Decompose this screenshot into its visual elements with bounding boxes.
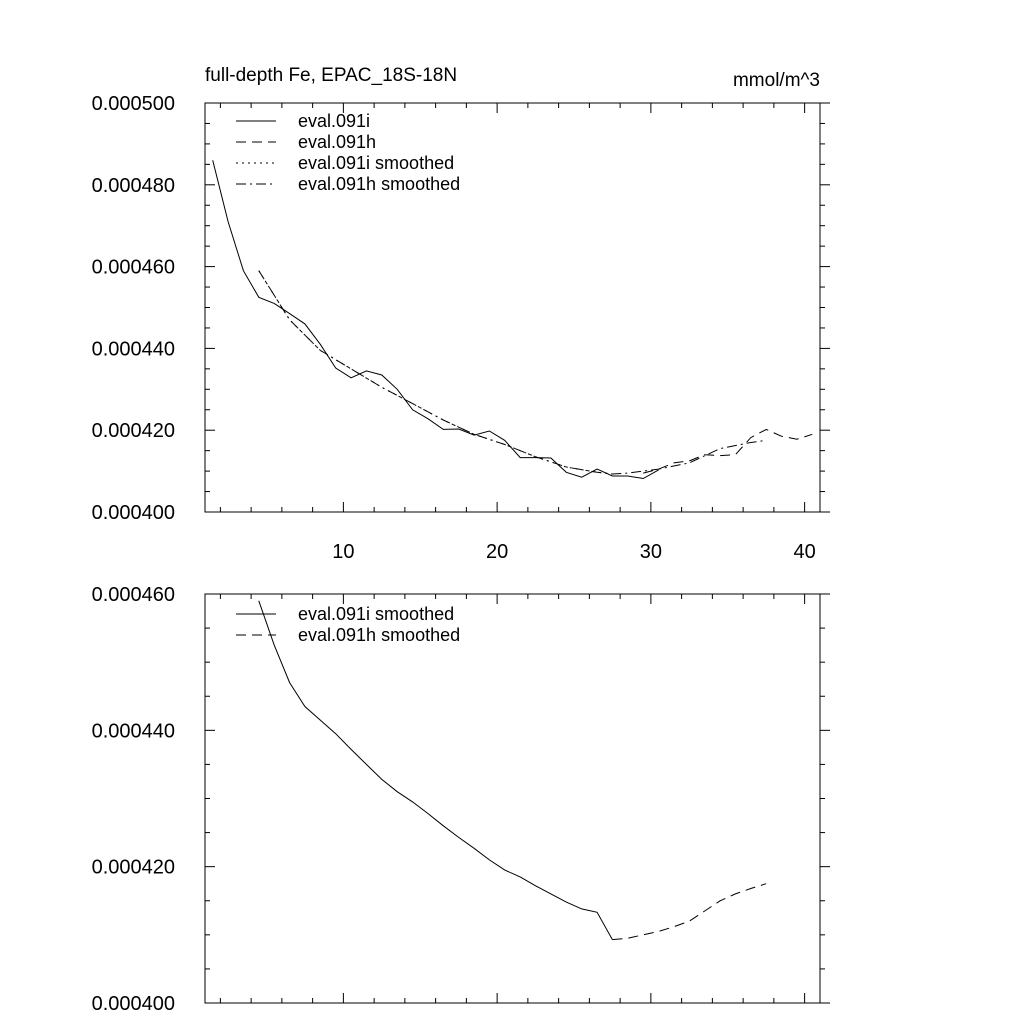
series-line-4: [259, 271, 766, 474]
y-tick-label: 0.000440: [91, 720, 175, 743]
y-tick-label: 0.000400: [91, 502, 175, 524]
chart-title: full-depth Fe, EPAC_18S-18N: [205, 65, 458, 86]
y-tick-label: 0.000400: [91, 993, 175, 1015]
series-line-1: [213, 160, 659, 478]
units-label: mmol/m^3: [732, 70, 820, 91]
legend-label: eval.091h: [298, 132, 377, 152]
bottom-panel: [92, 584, 830, 1015]
series-line-3: [259, 271, 613, 474]
y-tick-label: 0.000460: [91, 256, 175, 279]
x-tick-label: 20: [486, 541, 509, 563]
legend-label: eval.091i smoothed: [298, 604, 455, 624]
legend-label: eval.091i smoothed: [298, 153, 455, 173]
legend-label: eval.091i: [298, 111, 371, 131]
y-tick-label: 0.000440: [91, 338, 175, 361]
plot-frame-bottom: [205, 594, 820, 1003]
x-tick-label: 10: [332, 541, 355, 563]
y-tick-label: 0.000500: [91, 93, 175, 115]
series-line-1: [259, 601, 613, 940]
series-line-2: [612, 884, 766, 940]
legend-label: eval.091h smoothed: [298, 174, 461, 194]
y-tick-label: 0.000420: [91, 420, 175, 443]
legend-label: eval.091h smoothed: [298, 625, 461, 645]
top-panel: [92, 65, 830, 563]
y-tick-label: 0.000460: [91, 584, 175, 606]
y-tick-label: 0.000480: [91, 174, 175, 197]
y-tick-label: 0.000420: [91, 856, 175, 879]
series-line-2: [643, 429, 812, 473]
x-tick-label: 40: [793, 541, 816, 563]
x-tick-label: 30: [639, 541, 662, 563]
